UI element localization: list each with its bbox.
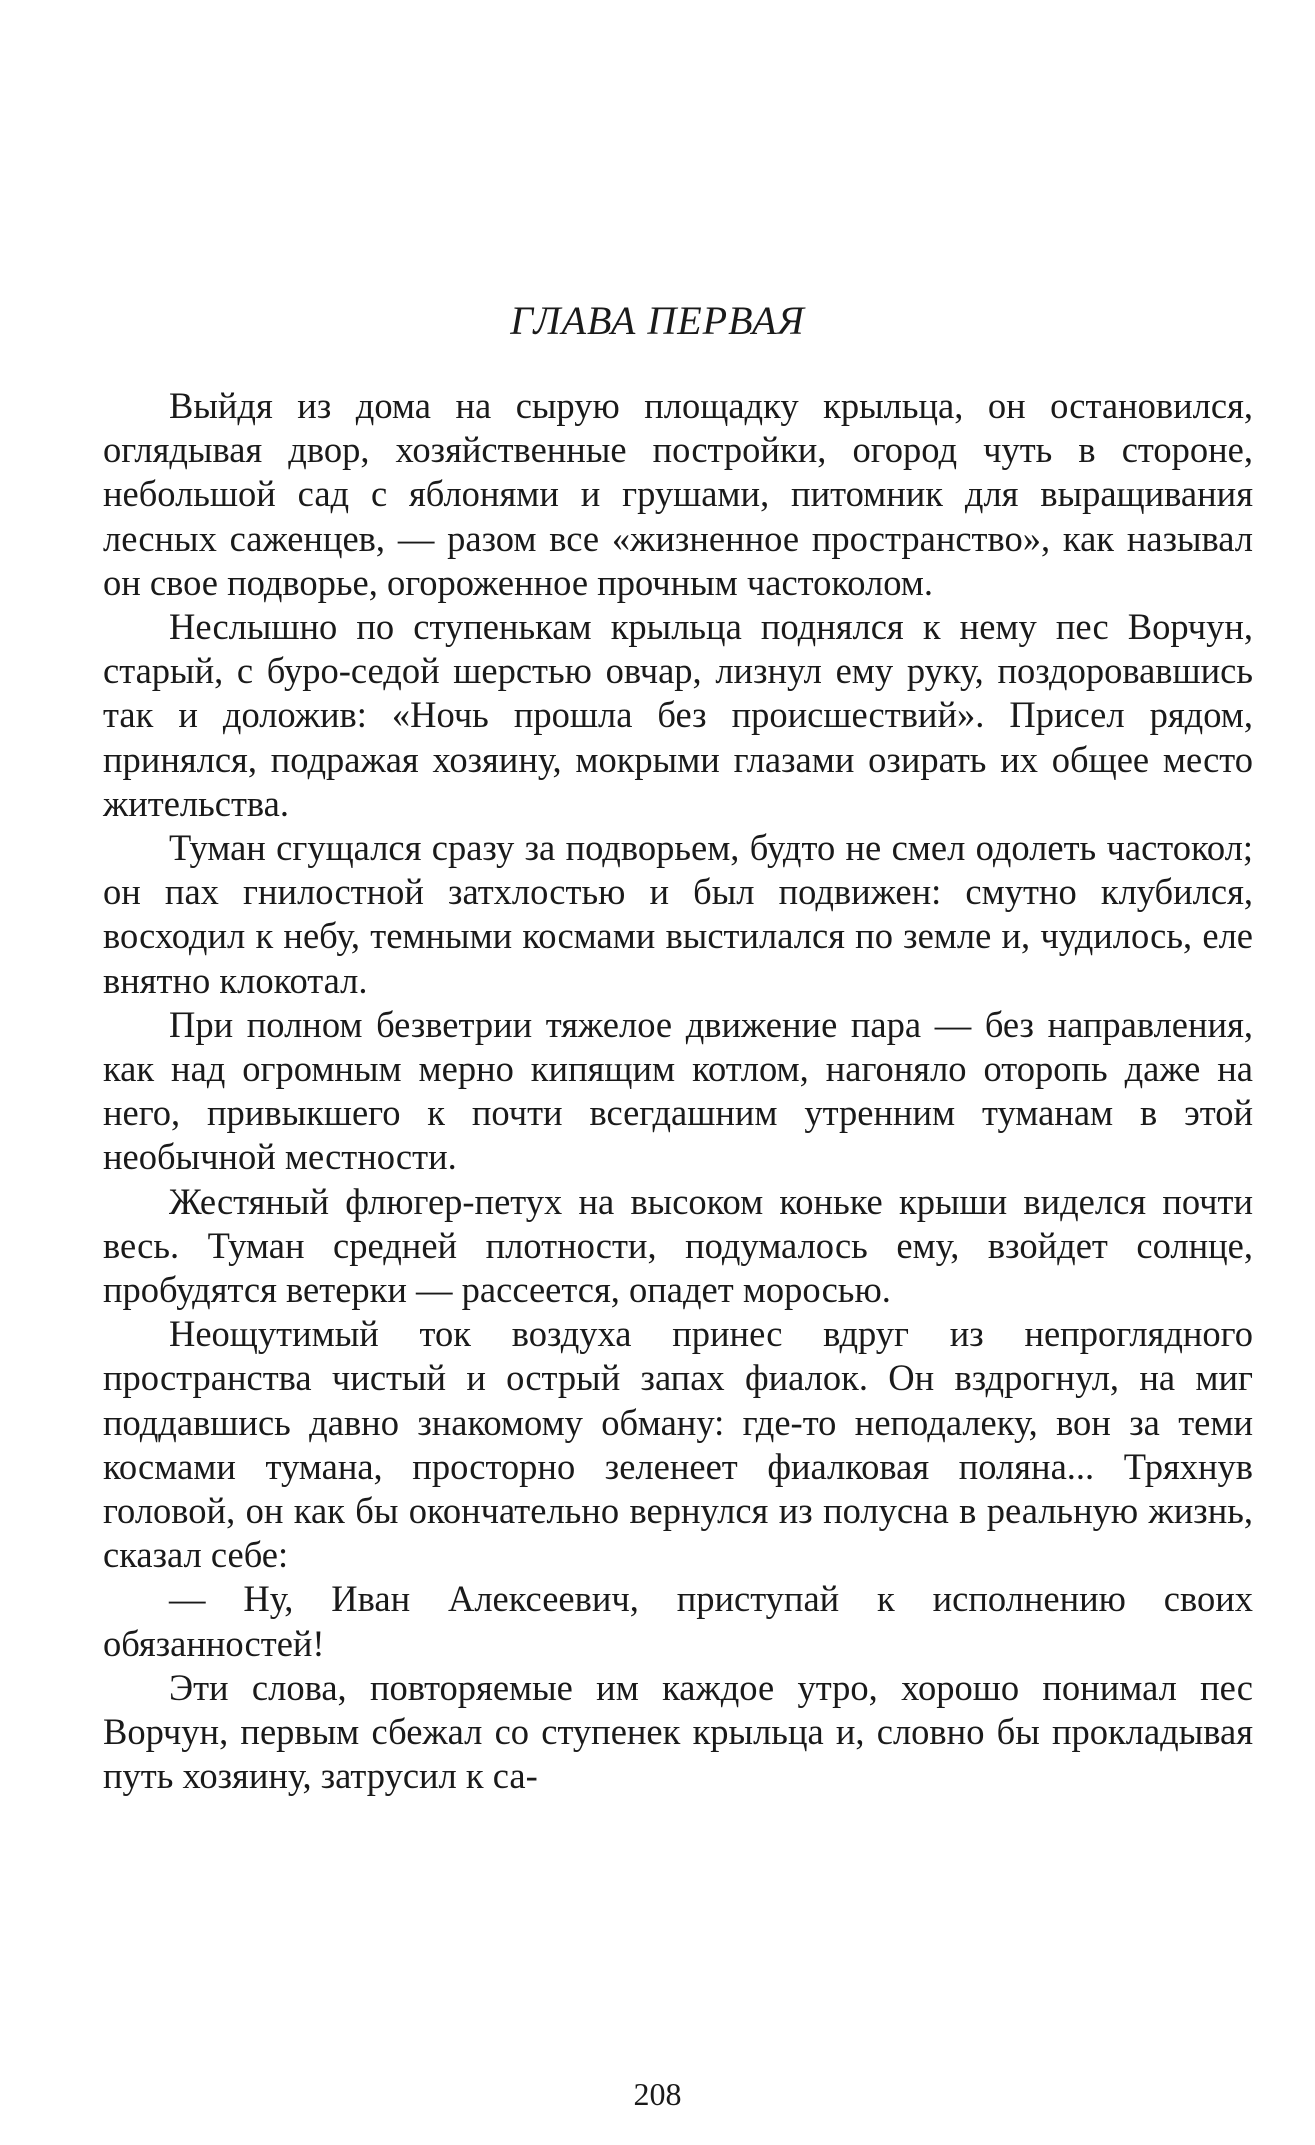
body-text bbox=[103, 384, 1253, 1799]
page-number: 208 bbox=[633, 2076, 682, 2112]
paragraph-4: При полном безветрии тяжелое движение пара — без направления, как над огромным мерно кипящим котлом, нагоняло оторопь даже на него, привыкшего к почти всегдашним утренним туманам в этой необычной местности. bbox=[103, 1003, 1253, 1178]
paragraph-8: Эти слова, повторяемые им каждое утро, хорошо понимал пес Ворчун, первым сбежал со ступенек крыльца и, словно бы прокладывая путь хозяину, затрусил к са- bbox=[103, 1666, 1253, 1797]
paragraph-6: Неощутимый ток воздуха принес вдруг из непроглядного пространства чистый и острый запах фиалок. Он вздрогнул, на миг поддавшись давно знакомому обману: где-то неподалеку, вон за теми космами тумана, просторно зеленеет фиалковая поляна... Тряхнув головой, он как бы окончательно вернулся из полусна в реальную жизнь, сказал себе: bbox=[103, 1313, 1253, 1576]
paragraph-3: Туман сгущался сразу за подворьем, будто не смел одолеть частокол; он пах гнилостной затхлостью и был подвижен: смутно клубился, восходил к небу, темными космами выстилался по земле и, чудилось, еле внятно клокотал. bbox=[103, 827, 1253, 1001]
paragraph-1: Выйдя из дома на сырую площадку крыльца, он остановился, оглядывая двор, хозяйственные постройки, огород чуть в стороне, небольшой сад с яблонями и грушами, питомник для выращивания лесных саженцев, — разом все «жизненное пространство», как называл он свое подворье, огороженное прочным частоколом. bbox=[103, 385, 1253, 603]
paragraph-7: — Ну, Иван Алексеевич, приступай к исполнению своих обязанностей! bbox=[103, 1578, 1253, 1664]
paragraph-2: Неслышно по ступенькам крыльца поднялся к нему пес Ворчун, старый, с буро-седой шерстью овчар, лизнул ему руку, поздоровавшись так и доложив: «Ночь прошла без происшествий». Присел рядом, принялся, подражая хозяину, мокрыми глазами озирать их общее место жительства. bbox=[103, 606, 1253, 824]
chapter-title: ГЛАВА ПЕРВАЯ bbox=[510, 298, 805, 343]
paragraph-5: Жестяный флюгер-петух на высоком коньке крыши виделся почти весь. Туман средней плотности, подумалось ему, взойдет солнце, пробудятся ветерки — рассеется, опадет моросью. bbox=[103, 1180, 1253, 1311]
